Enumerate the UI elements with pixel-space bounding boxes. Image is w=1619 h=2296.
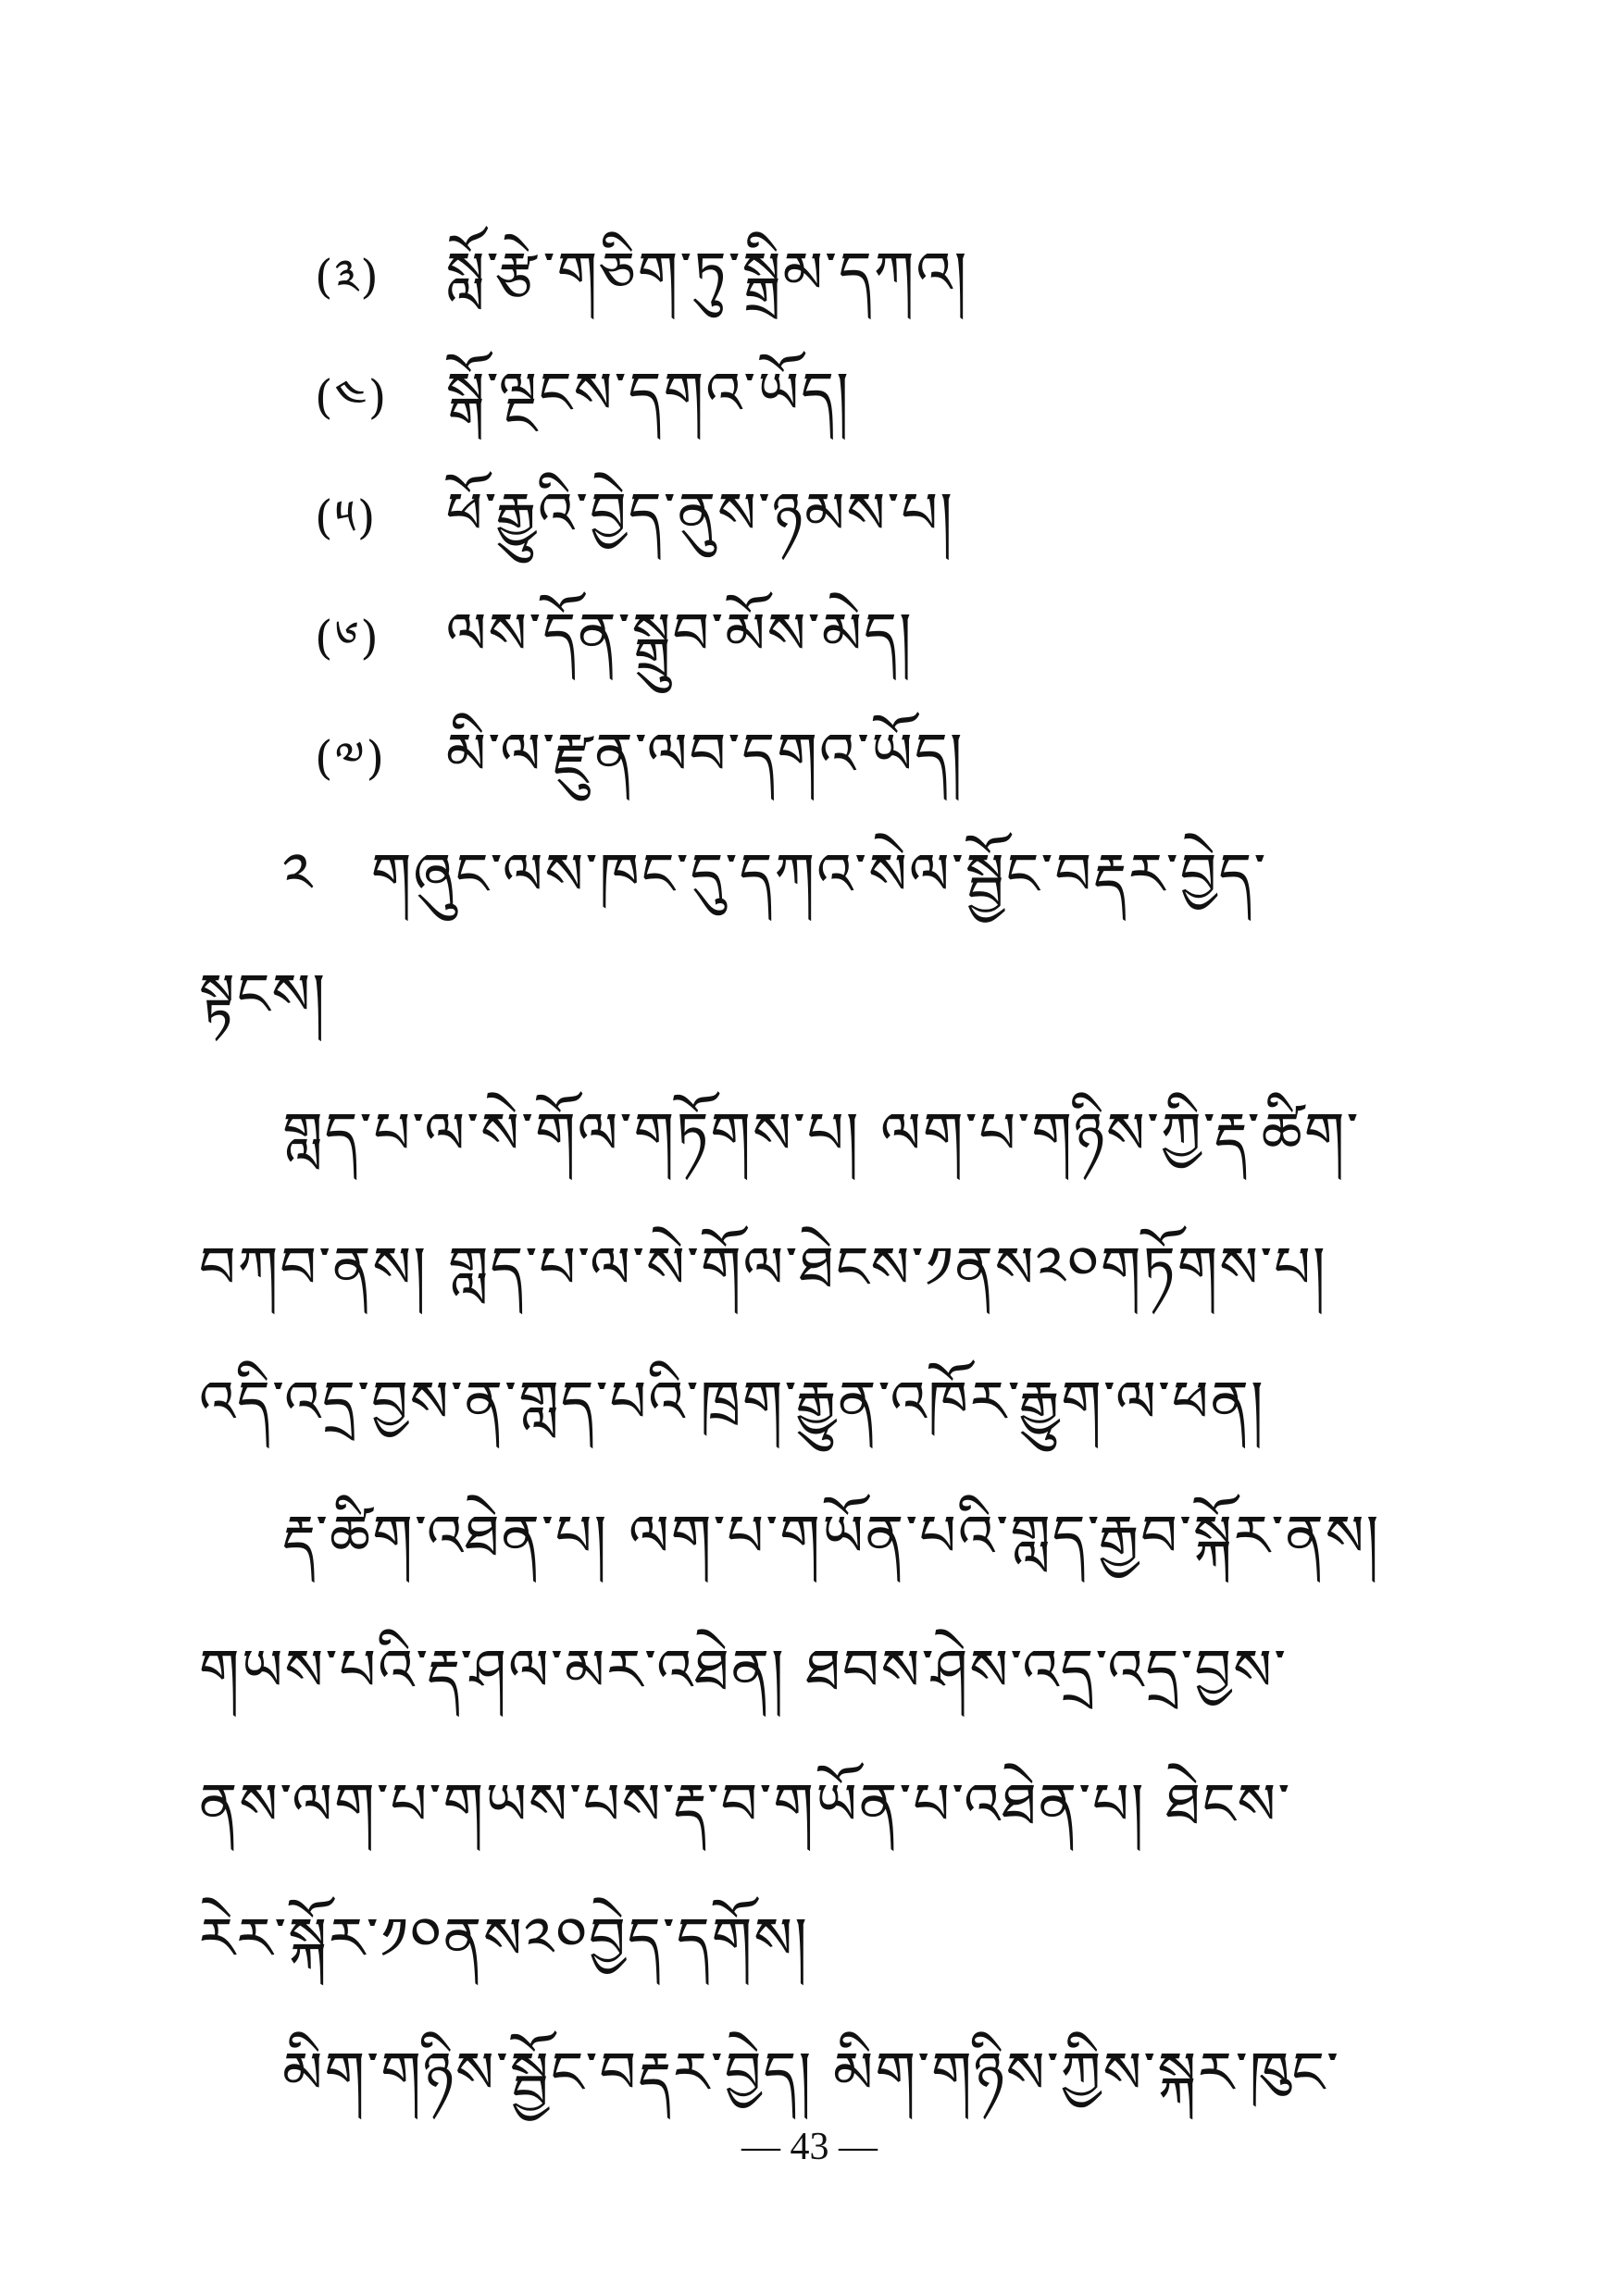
page-number: — 43 —	[741, 2126, 878, 2168]
list-text: ཕོ་རྒྱུའི་བྱེད་ནུས་ཉམས་པ།	[445, 479, 955, 547]
paragraph-line: རྡ་ཚིག་འཐེན་པ། ལག་པ་གཡོན་པའི་གླད་རྒྱབ་སྐོར་ནས།	[282, 1502, 1381, 1570]
list-item	[315, 708, 965, 800]
list-text: མི་ལ་རྫུན་ལབ་དགའ་ཡོད།	[445, 720, 965, 788]
list-item	[315, 588, 914, 680]
section-heading-text: སྟངས།	[199, 961, 328, 1028]
list-text: སྒོ་ལྔངས་དགའ་ཡོད།	[445, 359, 851, 427]
list-number: (༦)	[315, 611, 380, 664]
list-item	[315, 347, 851, 440]
paragraph-line: ནས་ལག་པ་གཡས་པས་རྡ་བ་གཡོན་པ་འཐེན་པ། ཐེངས་	[199, 1770, 1292, 1838]
paragraph-line: གཡས་པའི་རྡ་ཤལ་མར་འཐེན། ཐབས་ཤེས་འདྲ་འདྲ་བྱས་	[199, 1636, 1289, 1704]
list-text: ལས་དོན་སྒྲུབ་མོས་མེད།	[445, 600, 914, 667]
list-item	[315, 227, 968, 319]
paragraph-line: གླད་པ་ལ་སེ་གོལ་གཏོགས་པ། ལག་པ་གཉིས་ཀྱི་རྡ་ཚིག་	[282, 1099, 1361, 1167]
list-number: (༥)	[315, 490, 378, 544]
section-heading-continued	[199, 949, 327, 1041]
section-heading-text: གཞུང་ལས་ཁང་དུ་དཀའ་སེལ་སྦྱོང་བརྡར་བྱེད་	[370, 840, 1268, 908]
list-number: (༤)	[315, 370, 389, 424]
section-heading	[282, 828, 1267, 921]
list-text: སློ་རྩེ་གཅིག་ཏུ་སྒྲིམ་དཀའ།	[445, 239, 969, 306]
paragraph-line: མིག་གཉིས་སྦྱོང་བརྡར་བྱེད། མིག་གཉིས་ཀྱིས་སྐར་ཁུང་	[282, 2039, 1341, 2106]
paragraph-line: འདི་འདྲ་བྱས་ན་གླད་པའི་ཁྲག་རྒྱུན་འཁོར་རྒྱུག་ལ་ཕན།	[199, 1368, 1265, 1435]
paragraph-line: བཀབ་ནས། གླད་པ་ལ་སེ་གོལ་ཐེངས་༡ནས༢༠གཏོགས་པ།	[199, 1234, 1327, 1301]
paragraph-line: རེར་སྐོར་༡༠ནས༢༠བྱེད་དགོས།	[199, 1905, 809, 1972]
section-number: ༢	[282, 840, 315, 908]
list-number: (༣)	[315, 250, 380, 304]
list-number: (༧)	[315, 731, 387, 785]
list-item	[315, 467, 954, 560]
